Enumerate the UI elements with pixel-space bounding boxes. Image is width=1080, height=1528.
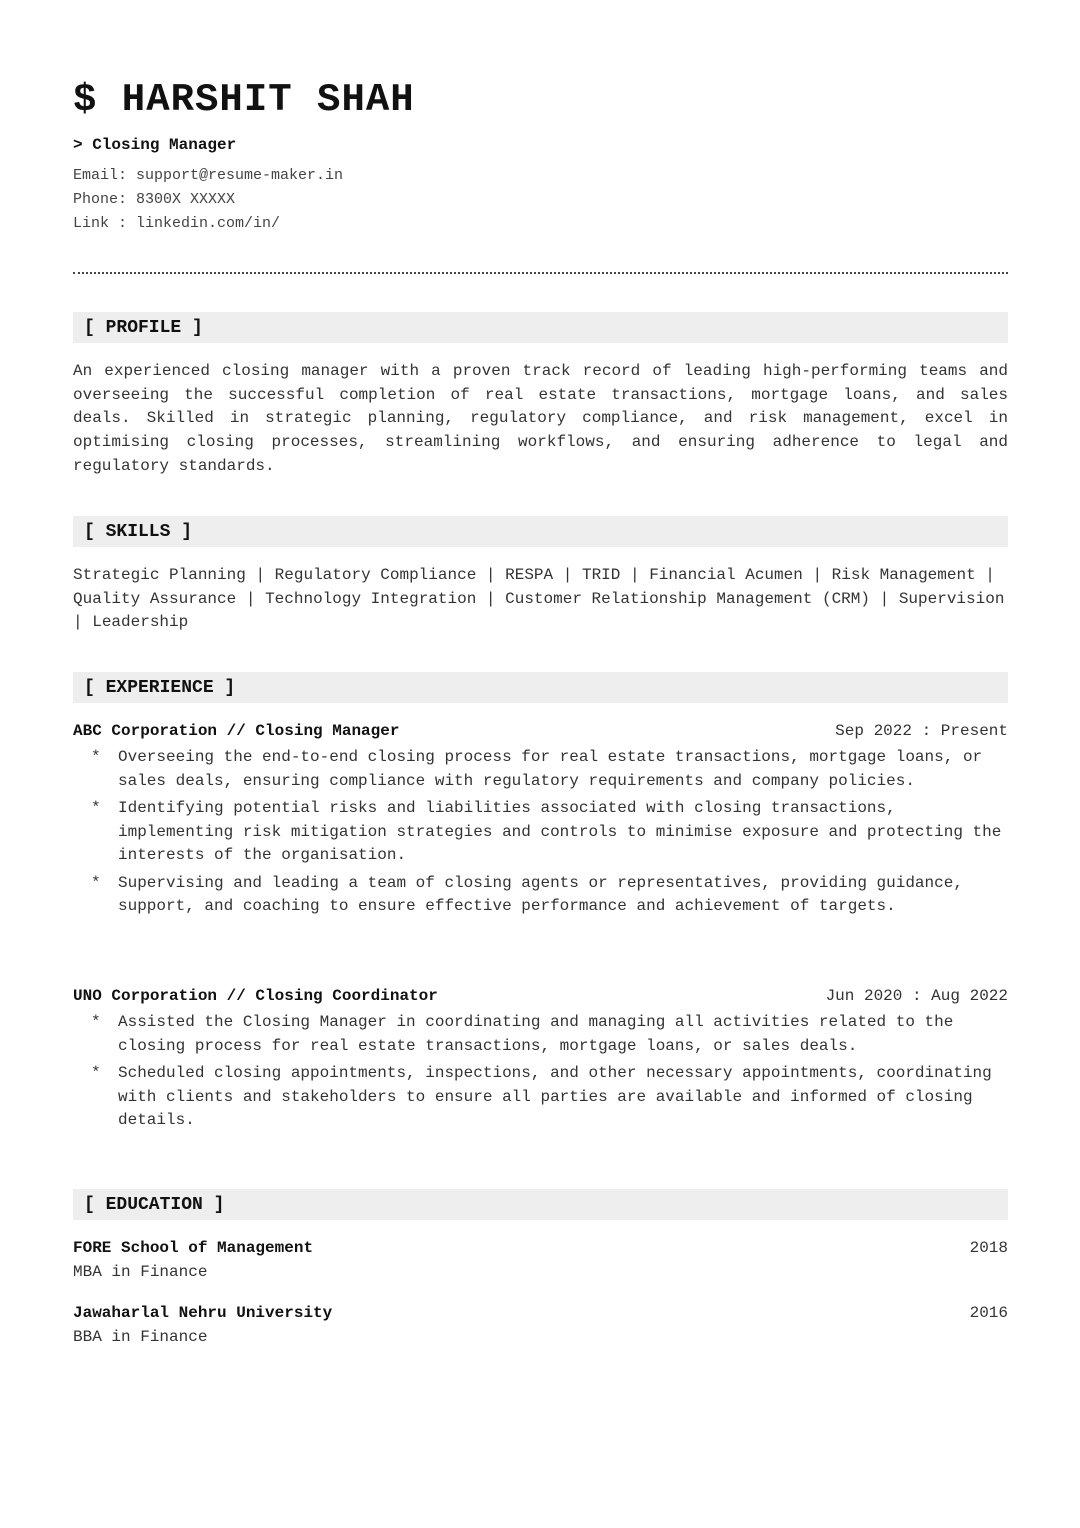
job-header <box>73 985 1008 1007</box>
skill-separator: | <box>255 566 266 584</box>
job-bullet <box>73 1011 1008 1058</box>
skill-separator: | <box>629 566 640 584</box>
skill-item: Risk Management <box>831 566 976 584</box>
contact-phone[interactable]: Phone: 8300X XXXXX <box>73 191 236 208</box>
section-heading-profile <box>73 312 1008 343</box>
job-bullet-text: Scheduled closing appointments, inspections, and other necessary appointments, coordinating with clients and stakeholders to ensure all parties are available and informed of closing details. <box>118 1063 992 1130</box>
skill-item: RESPA <box>505 566 554 584</box>
job-company-role: UNO Corporation // Closing Coordinator <box>73 987 438 1005</box>
contact-email[interactable]: Email: support@resume-maker.in <box>73 167 344 184</box>
skill-item: Quality Assurance <box>73 589 237 608</box>
job-bullet <box>73 746 1008 793</box>
profile-summary: An experienced closing manager with a proven track record of leading high-performing teams and overseeing the successful completion of real estate transactions, mortgage loans, and sales deals. Skilled in strategic planning, regulatory compliance, and risk management, excel in optimising closing processes, streamlining workflows, and ensuring adherence to legal and regulatory standards. <box>73 362 1008 475</box>
skill-separator: | <box>879 589 890 608</box>
skill-separator: | <box>485 566 496 584</box>
job-bullet-text: Supervising and leading a team of closing agents or representatives, providing guidance, support, and coaching to ensure effective performance and achievement of targets. <box>118 873 963 916</box>
job-bullet-text: Identifying potential risks and liabilities associated with closing transactions, implementing risk mitigation strategies and controls to minimise exposure and protecting the interests of the organisation. <box>118 798 1002 865</box>
section-heading-education <box>73 1189 1008 1220</box>
skill-separator: | <box>485 589 496 608</box>
section-heading-label: [ EXPERIENCE ] <box>84 678 236 698</box>
skill-item: Regulatory Compliance <box>274 566 477 584</box>
bullet-marker: * <box>91 873 101 892</box>
skill-item: Supervision <box>898 589 1005 608</box>
skill-separator: | <box>245 589 256 608</box>
job-header <box>73 720 1008 742</box>
job-bullet-text: Overseeing the end-to-end closing process for real estate transactions, mortgage loans, or sales deals, ensuring compliance with regulatory requirements and company policies. <box>118 748 983 790</box>
education-degree: BBA in Finance <box>73 1328 208 1346</box>
bullet-marker: * <box>91 748 101 766</box>
section-heading-label: [ SKILLS ] <box>84 522 193 542</box>
skill-item: Strategic Planning <box>73 566 246 584</box>
job-bullet <box>73 872 1008 919</box>
job-company-role: ABC Corporation // Closing Manager <box>73 722 400 740</box>
bullet-marker: * <box>91 1063 101 1082</box>
education-school: FORE School of Management <box>73 1239 314 1257</box>
education-year: 2018 <box>969 1239 1008 1257</box>
bullet-marker: * <box>91 798 101 817</box>
candidate-name: $ HARSHIT SHAH <box>73 78 415 122</box>
bullet-marker: * <box>91 1013 101 1031</box>
skill-separator: | <box>985 566 995 584</box>
skill-item: TRID <box>581 566 621 584</box>
job-bullet-text: Assisted the Closing Manager in coordinating and managing all activities related to the closing process for real estate transactions, mortgage loans, or sales deals. <box>118 1013 954 1055</box>
education-school: Jawaharlal Nehru University <box>73 1304 333 1322</box>
skills-list <box>73 564 1008 635</box>
skill-item: Technology Integration <box>265 589 477 608</box>
skill-separator: | <box>812 566 823 584</box>
job-bullet-list <box>73 746 1008 922</box>
skill-item: Leadership <box>92 613 189 632</box>
section-heading-label: [ PROFILE ] <box>84 318 203 338</box>
job-title: > Closing Manager <box>73 136 237 154</box>
education-year: 2016 <box>969 1304 1008 1322</box>
job-bullet <box>73 797 1008 868</box>
section-heading-experience <box>73 672 1008 703</box>
skill-item: Financial Acumen <box>649 566 803 584</box>
section-heading-skills <box>73 516 1008 547</box>
job-dates: Sep 2022 : Present <box>835 722 1008 740</box>
skill-item: Customer Relationship Management (CRM) <box>505 589 870 608</box>
skill-separator: | <box>73 613 83 632</box>
job-bullet <box>73 1062 1008 1133</box>
job-bullet-list <box>73 1011 1008 1137</box>
skill-separator: | <box>562 566 573 584</box>
education-degree: MBA in Finance <box>73 1263 208 1281</box>
job-dates: Jun 2020 : Aug 2022 <box>825 987 1008 1005</box>
contact-link[interactable]: Link : linkedin.com/in/ <box>73 215 281 232</box>
header-divider <box>73 272 1008 274</box>
section-heading-label: [ EDUCATION ] <box>84 1195 225 1215</box>
